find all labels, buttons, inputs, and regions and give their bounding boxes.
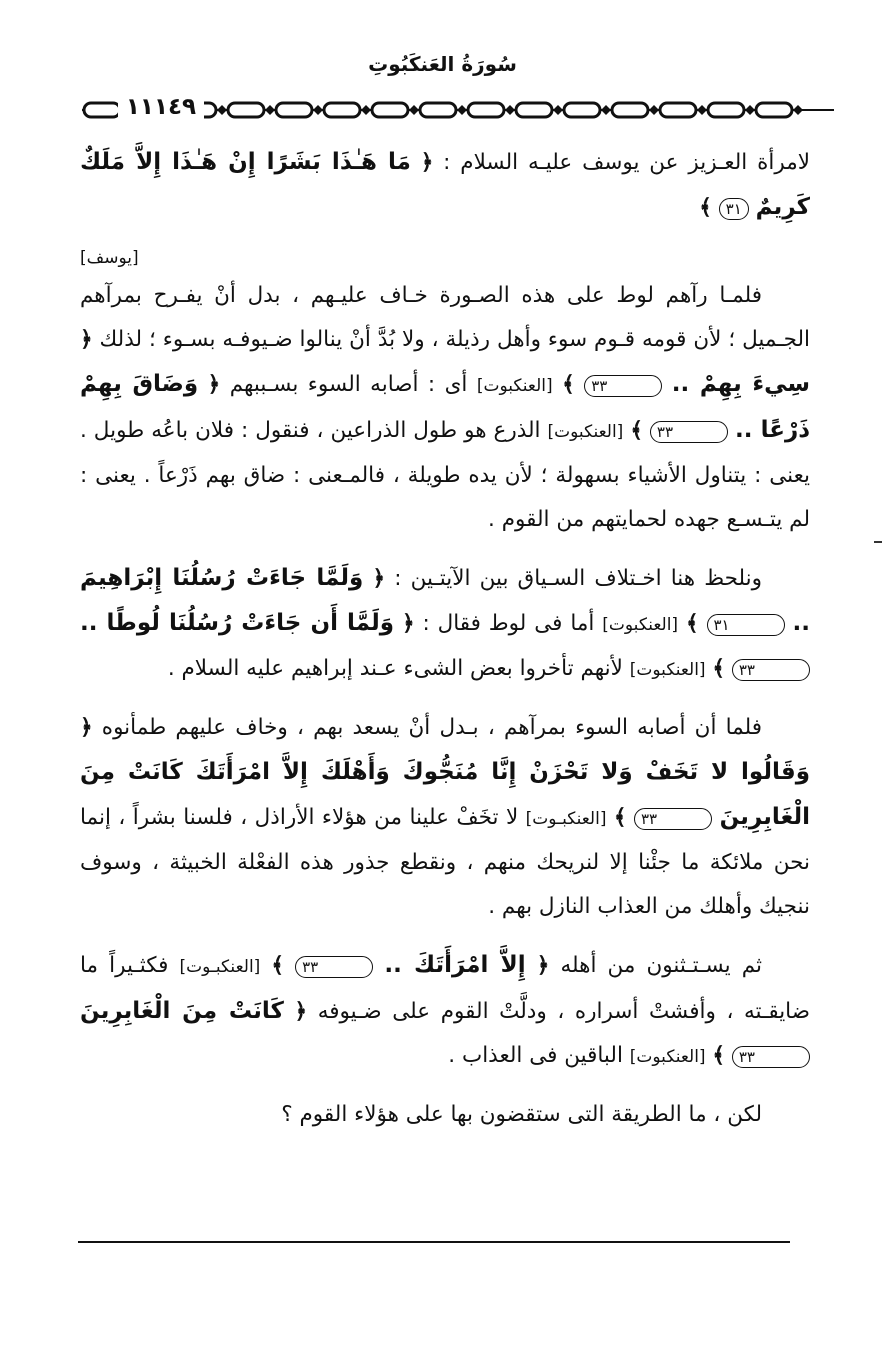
- paragraph-1: [80, 140, 810, 230]
- paragraph-4: [80, 706, 810, 929]
- paragraph-5: [80, 943, 810, 1079]
- body-text: لا تخَفْ علينا من هؤلاء الأراذل ، فلسنا بشراً ، إنما نحن ملائكة ما جئْنا إلا لنريحك منهم ، ونقطع جذور هذه الفعْلة الخبيثة ، وسوف ننجيك وأهلك من العذاب النازل بهم .: [80, 805, 810, 919]
- source-reference: [العنكبوت]: [476, 376, 553, 396]
- quran-bracket-open: ﴿: [536, 953, 550, 978]
- body-text: فلمـا رآهم لوط على هذه الصـورة خـاف عليـهم ، بدل أنْ يفـرح بمرآهم الجـميل ؛ لأن قومه قـوم سوء وأهل رذيلة ، ولا بُدَّ أنْ ينالوا ضـيوفـه بسـوء ؛ لذلك: [80, 283, 810, 352]
- ayah-number: ٣٣: [634, 808, 712, 830]
- ayah-number: ٣٣: [650, 421, 728, 443]
- quran-bracket-open: ﴿: [372, 566, 386, 591]
- quran-quote: إِلاَّ امْرَأَتَكَ ..: [384, 952, 526, 978]
- quran-bracket-close: ﴾: [630, 418, 643, 443]
- quran-quote: كَانَتْ مِنَ الْغَابِرِينَ: [80, 998, 284, 1024]
- margin-mark: [874, 541, 882, 543]
- quran-quote: وَضَاقَ بِهِمْ ذَرْعًا ..: [80, 371, 811, 443]
- body-text: لأنهم تأخروا بعض الشىء عـند إبراهيم عليه السلام .: [167, 656, 623, 681]
- ayah-number: ٣٣: [295, 956, 373, 978]
- body-text: لكن ، ما الطريقة التى ستقضون بها على هؤلاء القوم ؟: [281, 1102, 762, 1127]
- quran-bracket-open: ﴿: [401, 611, 415, 636]
- source-reference: [العنكبوت]: [602, 615, 679, 635]
- page-number: ١١١٤٩: [118, 91, 204, 123]
- footer-rule: [78, 1241, 790, 1243]
- surah-title: سُورَةُ العَنكَبُوتِ: [368, 52, 517, 76]
- body-text: الذرع هو طول الذراعين ، فنقول : فلان باعُه طويل . يعنى : يتناول الأشياء بسهولة ؛ لأن يده طويلة ، فالمـعنى : ضاق بهم ذَرْعاً . يعنى : لم يتـسـع جهده لحمايتهم من القوم .: [80, 418, 810, 532]
- paragraph-6: [80, 1093, 810, 1137]
- ayah-number: ٣١: [707, 614, 785, 636]
- quran-bracket-open: ﴿: [80, 327, 93, 352]
- quran-bracket-close: ﴾: [712, 1043, 726, 1068]
- ayah-number: ٣٣: [732, 659, 810, 681]
- quran-quote: وَلَمَّا جَاءَتْ رُسُلُنَا إِبْرَاهِيمَ ..: [80, 565, 811, 636]
- paragraph-2: [80, 274, 810, 542]
- source-reference: [العنكبوت]: [629, 660, 706, 680]
- body-text: فكثـيراً ما ضايقـته ، وأفشتْ أسراره ، ودلَّتْ القوم على ضـيوفه: [80, 953, 810, 1024]
- quran-quote: وَلَمَّا أَن جَاءَتْ رُسُلُنَا لُوطًا ..: [80, 610, 395, 636]
- quran-bracket-open: ﴿: [207, 372, 221, 397]
- ayah-number: ٣٣: [732, 1046, 810, 1068]
- quran-bracket-close: ﴾: [699, 195, 712, 220]
- page-body: [80, 140, 810, 1151]
- quran-bracket-close: ﴾: [685, 611, 699, 636]
- quran-bracket-close: ﴾: [562, 372, 575, 397]
- source-reference: [العنكبـوت]: [525, 809, 607, 829]
- quran-bracket-close: ﴾: [712, 656, 726, 681]
- source-reference: [العنكبوت]: [547, 422, 624, 442]
- ayah-number: ٣٣: [584, 375, 662, 397]
- body-text: ونلحظ هنا اخـتلاف السـياق بين الآيتـين :: [385, 566, 762, 591]
- quran-bracket-open: ﴿: [294, 999, 308, 1024]
- source-reference: [العنكبوت]: [629, 1047, 706, 1067]
- paragraph-3: [80, 556, 810, 692]
- quran-bracket-open: ﴿: [420, 150, 434, 175]
- body-text: لامرأة العـزيز عن يوسف عليـه السلام :: [433, 150, 810, 175]
- quran-bracket-close: ﴾: [613, 805, 627, 830]
- quran-quote: سِيءَ بِهِمْ ..: [671, 371, 810, 397]
- ayah-number: ٣١: [719, 198, 749, 220]
- source-reference: [يوسف]: [80, 248, 139, 268]
- quran-bracket-close: ﴾: [271, 953, 285, 978]
- body-text: فلما أن أصابه السوء بمرآهم ، بـدل أنْ يسعد بهم ، وخاف عليهم طمأنوه: [92, 715, 762, 740]
- source-reference: [العنكبـوت]: [179, 957, 261, 977]
- body-text: الباقين فى العذاب .: [448, 1043, 623, 1068]
- quran-quote: مَا هَـٰذَا بَشَرًا إِنْ هَـٰذَا إِلاَّ مَلَكٌ كَرِيمٌ: [80, 149, 810, 220]
- body-text: أى : أصابه السوء بسـببهم: [220, 372, 468, 397]
- body-text: أما فى لوط فقال :: [414, 611, 595, 636]
- body-text: ثم يسـتـثنون من أهله: [549, 953, 762, 978]
- quran-bracket-open: ﴿: [80, 715, 93, 740]
- quran-quote: وَقَالُوا لا تَخَفْ وَلا تَحْزَنْ إِنَّا مُنَجُّوكَ وَأَهْلَكَ إِلاَّ امْرَأَتَكَ كَانَتْ مِنَ الْغَابِرِينَ: [80, 759, 810, 830]
